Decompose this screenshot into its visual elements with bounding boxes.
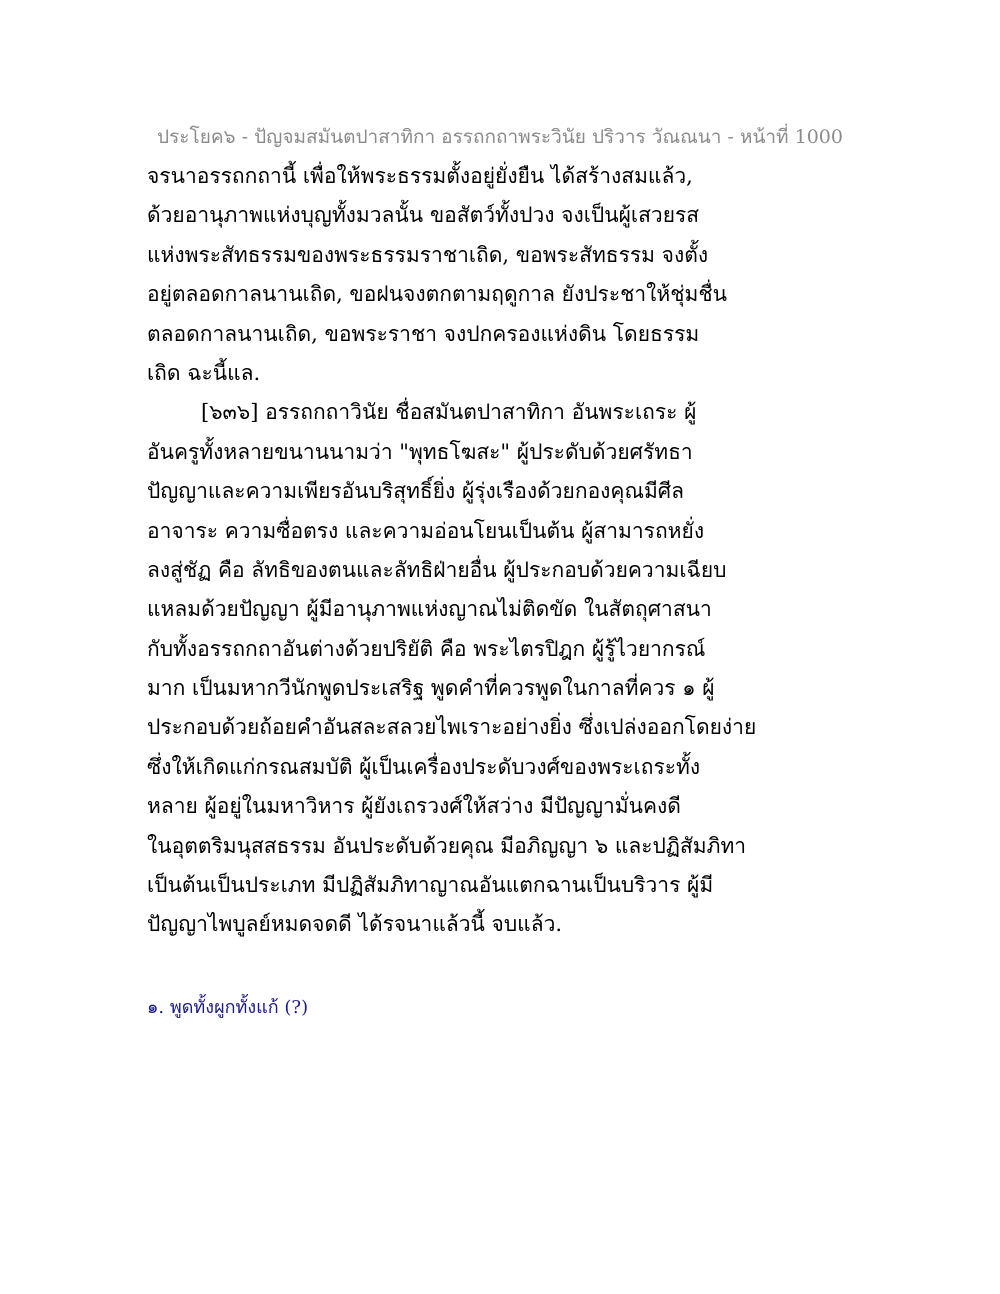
running-header: ประโยค๖ - ปัญจมสมันตปาสาทิกา อรรถกถาพระวินัย ปริวาร วัณณนา - หน้าที่ 1000 bbox=[157, 126, 843, 148]
text-line: ปัญญาไพบูลย์หมดจดดี ได้รจนาแล้วนี้ จบแล้ว. bbox=[147, 912, 563, 937]
text-line: ด้วยอานุภาพแห่งบุญทั้งมวลนั้น ขอสัตว์ทั้งปวง จงเป็นผู้เสวยรส bbox=[147, 203, 700, 228]
text-line: เป็นต้นเป็นประเภท มีปฏิสัมภิทาญาณอันแตกฉานเป็นบริวาร ผู้มี bbox=[147, 873, 714, 898]
paragraph-first-line: [๖๓๖] อรรถกถาวินัย ชื่อสมันตปาสาทิกา อันพระเถระ ผู้ bbox=[201, 400, 697, 425]
text-line: ลงสู่ชัฏ คือ ลัทธิของตนและลัทธิฝ่ายอื่น ผู้ประกอบด้วยความเฉียบ bbox=[147, 557, 727, 582]
text-line: ในอุตตริมนุสสธรรม อันประดับด้วยคุณ มีอภิญญา ๖ และปฏิสัมภิทา bbox=[147, 833, 747, 858]
text-line: อยู่ตลอดกาลนานเถิด, ขอฝนจงตกตามฤดูกาล ยังประชาให้ชุ่มชื่น bbox=[147, 282, 727, 307]
text-line: ตลอดกาลนานเถิด, ขอพระราชา จงปกครองแห่งดิน โดยธรรม bbox=[147, 321, 700, 346]
text-line: มาก เป็นมหากวีนักพูดประเสริฐ พูดคำที่ควรพูดในกาลที่ควร ๑ ผู้ bbox=[147, 676, 715, 701]
text-line: ประกอบด้วยถ้อยคำอันสละสลวยไพเราะอย่างยิ่ง ซึ่งเปล่งออกโดยง่าย bbox=[147, 715, 757, 740]
text-line: จรนาอรรถกถานี้ เพื่อให้พระธรรมตั้งอยู่ยั่งยืน ได้สร้างสมแล้ว, bbox=[147, 164, 693, 188]
text-line: ปัญญาและความเพียรอันบริสุทธิ์ยิ่ง ผู้รุ่งเรืองด้วยกองคุณมีศีล bbox=[147, 479, 685, 504]
text-line: หลาย ผู้อยู่ในมหาวิหาร ผู้ยังเถรวงศ์ให้สว่าง มีปัญญามั่นคงดี bbox=[147, 794, 681, 819]
footnote: ๑. พูดทั้งผูกทั้งแก้ (?) bbox=[147, 997, 309, 1018]
text-line: อันครูทั้งหลายขนานนามว่า "พุทธโฆสะ" ผู้ประดับด้วยศรัทธา bbox=[147, 439, 693, 464]
body-text bbox=[147, 157, 757, 945]
text-line: อาจาระ ความซื่อตรง และความอ่อนโยนเป็นต้น ผู้สามารถหยั่ง bbox=[147, 518, 705, 543]
text-line: แหลมด้วยปัญญา ผู้มีอานุภาพแห่งญาณไม่ติดขัด ในสัตถุศาสนา bbox=[147, 597, 712, 622]
text-line: กับทั้งอรรถกถาอันต่างด้วยปริยัติ คือ พระไตรปิฎก ผู้รู้ไวยากรณ์ bbox=[147, 636, 706, 661]
text-line: แห่งพระสัทธรรมของพระธรรมราชาเถิด, ขอพระสัทธรรม จงตั้ง bbox=[147, 242, 709, 267]
text-line: เถิด ฉะนี้แล. bbox=[147, 360, 261, 385]
text-line: ซึ่งให้เกิดแก่กรณสมบัติ ผู้เป็นเครื่องประดับวงศ์ของพระเถระทั้ง bbox=[147, 754, 701, 779]
